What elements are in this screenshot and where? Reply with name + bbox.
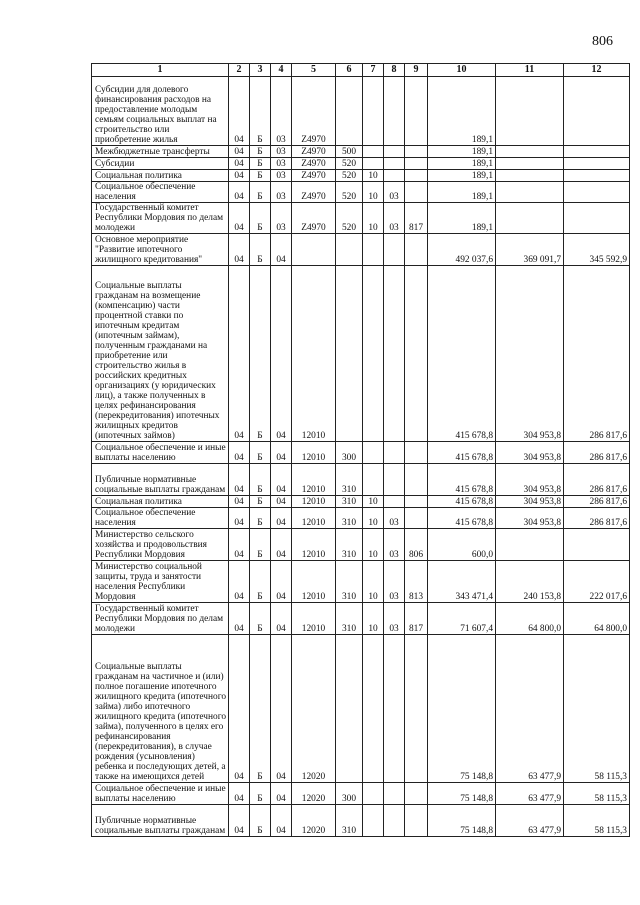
cell-description: Социальные выплаты гражданам на частичное и (или) полное погашение ипотечного жилищного кредита (ипотечного займа) либо ипотечного жилищного кредита (ипотечного займа), полученного в целях его рефинансирования (перекредитования), в случае рождения (усыновления) ребенка и последующих детей, а также на имеющихся детей <box>92 635 229 783</box>
cell-code-2: 04 <box>229 508 250 529</box>
cell-code-2: 04 <box>229 158 250 170</box>
cell-code-7 <box>363 158 384 170</box>
cell-code-7 <box>363 146 384 158</box>
cell-code-6 <box>336 77 363 146</box>
cell-amount-12: 64 800,0 <box>564 603 630 635</box>
cell-code-9 <box>405 508 428 529</box>
cell-amount-10: 343 471,4 <box>428 561 496 603</box>
cell-code-4: 03 <box>271 182 292 203</box>
cell-code-5: 12010 <box>292 266 336 442</box>
cell-amount-12 <box>564 529 630 561</box>
cell-description: Социальное обеспечение и иные выплаты населению <box>92 783 229 805</box>
cell-code-3: Б <box>250 158 271 170</box>
cell-code-2: 04 <box>229 234 250 266</box>
cell-amount-11 <box>496 203 564 234</box>
table-row <box>92 203 630 234</box>
cell-amount-12 <box>564 170 630 182</box>
cell-code-8 <box>384 266 405 442</box>
cell-code-4: 04 <box>271 266 292 442</box>
cell-code-9 <box>405 234 428 266</box>
cell-code-7: 10 <box>363 496 384 508</box>
cell-amount-10: 75 148,8 <box>428 783 496 805</box>
cell-code-3: Б <box>250 603 271 635</box>
cell-code-6: 520 <box>336 158 363 170</box>
cell-amount-11: 304 953,8 <box>496 508 564 529</box>
cell-code-4: 03 <box>271 77 292 146</box>
cell-amount-10: 600,0 <box>428 529 496 561</box>
cell-amount-11: 369 091,7 <box>496 234 564 266</box>
cell-description: Социальная политика <box>92 496 229 508</box>
cell-code-7 <box>363 783 384 805</box>
cell-code-7 <box>363 805 384 837</box>
cell-amount-11 <box>496 182 564 203</box>
header-cell: 10 <box>428 64 496 77</box>
cell-code-4: 04 <box>271 442 292 464</box>
cell-code-2: 04 <box>229 635 250 783</box>
cell-code-6: 310 <box>336 805 363 837</box>
cell-amount-12: 58 115,3 <box>564 635 630 783</box>
header-cell: 1 <box>92 64 229 77</box>
cell-code-3: Б <box>250 783 271 805</box>
cell-amount-10: 189,1 <box>428 170 496 182</box>
cell-code-5: 12020 <box>292 805 336 837</box>
cell-code-4: 04 <box>271 805 292 837</box>
cell-code-2: 04 <box>229 805 250 837</box>
cell-code-2: 04 <box>229 266 250 442</box>
cell-amount-10: 415 678,8 <box>428 464 496 496</box>
cell-code-5: 12020 <box>292 783 336 805</box>
cell-code-4: 03 <box>271 170 292 182</box>
cell-code-6 <box>336 266 363 442</box>
cell-code-5: Z4970 <box>292 170 336 182</box>
cell-amount-10: 189,1 <box>428 77 496 146</box>
cell-amount-12 <box>564 146 630 158</box>
cell-amount-10: 189,1 <box>428 203 496 234</box>
cell-code-2: 04 <box>229 182 250 203</box>
cell-code-8: 03 <box>384 561 405 603</box>
cell-code-2: 04 <box>229 496 250 508</box>
table-row <box>92 496 630 508</box>
cell-description: Социальное обеспечение населения <box>92 182 229 203</box>
cell-amount-12 <box>564 182 630 203</box>
table-row <box>92 603 630 635</box>
cell-code-6: 310 <box>336 508 363 529</box>
cell-code-2: 04 <box>229 442 250 464</box>
cell-amount-12: 286 817,6 <box>564 496 630 508</box>
cell-code-9 <box>405 464 428 496</box>
table-row <box>92 146 630 158</box>
table-row <box>92 442 630 464</box>
cell-code-7 <box>363 266 384 442</box>
cell-amount-10: 189,1 <box>428 158 496 170</box>
cell-code-4: 04 <box>271 783 292 805</box>
cell-code-6: 500 <box>336 146 363 158</box>
cell-amount-11: 63 477,9 <box>496 805 564 837</box>
cell-code-2: 04 <box>229 464 250 496</box>
header-cell: 5 <box>292 64 336 77</box>
cell-code-3: Б <box>250 182 271 203</box>
cell-code-9 <box>405 805 428 837</box>
cell-code-3: Б <box>250 529 271 561</box>
header-cell: 7 <box>363 64 384 77</box>
cell-description: Основное мероприятие "Развитие ипотечного жилищного кредитования" <box>92 234 229 266</box>
cell-description: Публичные нормативные социальные выплаты гражданам <box>92 805 229 837</box>
cell-code-3: Б <box>250 496 271 508</box>
cell-amount-10: 75 148,8 <box>428 805 496 837</box>
cell-amount-10: 189,1 <box>428 182 496 203</box>
cell-code-9: 817 <box>405 603 428 635</box>
cell-code-8 <box>384 635 405 783</box>
cell-code-8 <box>384 805 405 837</box>
cell-code-5: Z4970 <box>292 158 336 170</box>
header-cell: 9 <box>405 64 428 77</box>
cell-code-8: 03 <box>384 529 405 561</box>
cell-code-5: 12020 <box>292 635 336 783</box>
cell-code-9 <box>405 635 428 783</box>
table-row <box>92 464 630 496</box>
cell-code-7: 10 <box>363 603 384 635</box>
cell-amount-12 <box>564 77 630 146</box>
cell-amount-12: 286 817,6 <box>564 442 630 464</box>
cell-code-2: 04 <box>229 603 250 635</box>
cell-code-9: 813 <box>405 561 428 603</box>
table-row <box>92 635 630 783</box>
cell-code-7 <box>363 635 384 783</box>
cell-amount-11: 304 953,8 <box>496 496 564 508</box>
cell-amount-12 <box>564 203 630 234</box>
cell-code-4: 04 <box>271 234 292 266</box>
cell-code-8 <box>384 442 405 464</box>
cell-description: Социальная политика <box>92 170 229 182</box>
cell-amount-10: 75 148,8 <box>428 635 496 783</box>
cell-code-5: 12010 <box>292 561 336 603</box>
cell-description: Межбюджетные трансферты <box>92 146 229 158</box>
header-cell: 12 <box>564 64 630 77</box>
cell-amount-11: 63 477,9 <box>496 635 564 783</box>
cell-amount-10: 415 678,8 <box>428 496 496 508</box>
table-row <box>92 805 630 837</box>
cell-description: Государственный комитет Республики Мордовия по делам молодежи <box>92 203 229 234</box>
cell-code-5: Z4970 <box>292 182 336 203</box>
cell-amount-12: 286 817,6 <box>564 266 630 442</box>
cell-code-6: 300 <box>336 442 363 464</box>
cell-amount-12: 345 592,9 <box>564 234 630 266</box>
cell-code-5: Z4970 <box>292 77 336 146</box>
cell-code-7: 10 <box>363 529 384 561</box>
header-cell: 11 <box>496 64 564 77</box>
cell-code-4: 04 <box>271 635 292 783</box>
cell-amount-11 <box>496 158 564 170</box>
cell-code-6: 520 <box>336 203 363 234</box>
cell-amount-10: 415 678,8 <box>428 508 496 529</box>
cell-code-4: 04 <box>271 496 292 508</box>
table-row <box>92 77 630 146</box>
cell-code-4: 03 <box>271 158 292 170</box>
cell-code-2: 04 <box>229 561 250 603</box>
cell-code-4: 03 <box>271 146 292 158</box>
cell-amount-11 <box>496 146 564 158</box>
cell-code-7 <box>363 464 384 496</box>
cell-amount-10: 415 678,8 <box>428 442 496 464</box>
cell-code-6: 520 <box>336 182 363 203</box>
cell-amount-12 <box>564 158 630 170</box>
cell-code-7: 10 <box>363 508 384 529</box>
table-row <box>92 266 630 442</box>
cell-code-8 <box>384 464 405 496</box>
cell-amount-11: 240 153,8 <box>496 561 564 603</box>
cell-code-4: 03 <box>271 203 292 234</box>
cell-code-6: 310 <box>336 464 363 496</box>
cell-code-5: 12010 <box>292 529 336 561</box>
cell-code-2: 04 <box>229 203 250 234</box>
cell-code-8 <box>384 234 405 266</box>
cell-code-3: Б <box>250 203 271 234</box>
cell-description: Министерство сельского хозяйства и продовольствия Республики Мордовия <box>92 529 229 561</box>
table-row <box>92 234 630 266</box>
cell-description: Социальное обеспечение населения <box>92 508 229 529</box>
cell-code-2: 04 <box>229 77 250 146</box>
cell-code-3: Б <box>250 805 271 837</box>
cell-code-2: 04 <box>229 783 250 805</box>
header-cell: 3 <box>250 64 271 77</box>
cell-code-6: 300 <box>336 783 363 805</box>
header-row <box>92 64 630 77</box>
cell-code-3: Б <box>250 146 271 158</box>
cell-description: Субсидии для долевого финансирования расходов на предоставление молодым семьям социальных выплат на строительство или приобретение жилья <box>92 77 229 146</box>
cell-code-5: 12010 <box>292 442 336 464</box>
cell-code-7: 10 <box>363 182 384 203</box>
cell-code-8 <box>384 496 405 508</box>
cell-code-8 <box>384 158 405 170</box>
cell-code-8: 03 <box>384 603 405 635</box>
cell-code-8 <box>384 77 405 146</box>
cell-code-7: 10 <box>363 203 384 234</box>
cell-code-5: Z4970 <box>292 146 336 158</box>
cell-description: Публичные нормативные социальные выплаты гражданам <box>92 464 229 496</box>
header-cell: 4 <box>271 64 292 77</box>
cell-amount-12: 58 115,3 <box>564 805 630 837</box>
header-cell: 2 <box>229 64 250 77</box>
cell-amount-11: 63 477,9 <box>496 783 564 805</box>
cell-code-3: Б <box>250 234 271 266</box>
cell-code-3: Б <box>250 266 271 442</box>
cell-description: Социальное обеспечение и иные выплаты населению <box>92 442 229 464</box>
cell-amount-12: 58 115,3 <box>564 783 630 805</box>
cell-amount-12: 286 817,6 <box>564 464 630 496</box>
table-row <box>92 158 630 170</box>
header-cell: 8 <box>384 64 405 77</box>
cell-amount-11 <box>496 77 564 146</box>
cell-code-6: 310 <box>336 603 363 635</box>
cell-code-3: Б <box>250 561 271 603</box>
cell-amount-10: 189,1 <box>428 146 496 158</box>
cell-amount-12: 222 017,6 <box>564 561 630 603</box>
cell-code-7 <box>363 77 384 146</box>
header-cell: 6 <box>336 64 363 77</box>
cell-description: Социальные выплаты гражданам на возмещение (компенсацию) части процентной ставки по ипотечным кредитам (ипотечным займам), полученным гражданами на приобретение или строительство жилья в российских кредитных организациях (у юридических лиц), а также полученных в целях рефинансирования (перекредитования) ипотечных жилищных кредитов (ипотечных займов) <box>92 266 229 442</box>
cell-code-3: Б <box>250 77 271 146</box>
table-body <box>92 77 630 837</box>
cell-code-9 <box>405 77 428 146</box>
cell-code-9 <box>405 496 428 508</box>
cell-code-8: 03 <box>384 182 405 203</box>
cell-code-5 <box>292 234 336 266</box>
cell-code-5: 12010 <box>292 508 336 529</box>
cell-code-6: 520 <box>336 170 363 182</box>
table-row <box>92 783 630 805</box>
cell-code-4: 04 <box>271 603 292 635</box>
budget-table <box>91 63 630 837</box>
cell-code-3: Б <box>250 635 271 783</box>
cell-code-7 <box>363 234 384 266</box>
cell-code-8 <box>384 170 405 182</box>
cell-code-6: 310 <box>336 561 363 603</box>
cell-description: Субсидии <box>92 158 229 170</box>
cell-code-6 <box>336 635 363 783</box>
cell-code-5: 12010 <box>292 496 336 508</box>
cell-code-5: Z4970 <box>292 203 336 234</box>
cell-code-4: 04 <box>271 529 292 561</box>
cell-description: Государственный комитет Республики Мордовия по делам молодежи <box>92 603 229 635</box>
cell-amount-10: 71 607,4 <box>428 603 496 635</box>
cell-code-9 <box>405 170 428 182</box>
table-row <box>92 508 630 529</box>
cell-code-6 <box>336 234 363 266</box>
cell-code-3: Б <box>250 508 271 529</box>
cell-code-9 <box>405 442 428 464</box>
cell-code-2: 04 <box>229 146 250 158</box>
cell-code-7 <box>363 442 384 464</box>
cell-code-3: Б <box>250 442 271 464</box>
cell-code-9: 806 <box>405 529 428 561</box>
cell-code-9 <box>405 783 428 805</box>
cell-code-4: 04 <box>271 508 292 529</box>
cell-amount-11: 64 800,0 <box>496 603 564 635</box>
cell-code-6: 310 <box>336 529 363 561</box>
cell-code-9 <box>405 266 428 442</box>
cell-code-9 <box>405 158 428 170</box>
cell-code-8 <box>384 146 405 158</box>
cell-amount-11: 304 953,8 <box>496 464 564 496</box>
cell-amount-11: 304 953,8 <box>496 266 564 442</box>
cell-amount-11 <box>496 529 564 561</box>
table-row <box>92 170 630 182</box>
cell-amount-10: 415 678,8 <box>428 266 496 442</box>
page-number: 806 <box>592 34 613 49</box>
cell-code-7: 10 <box>363 561 384 603</box>
cell-amount-11 <box>496 170 564 182</box>
table-row <box>92 529 630 561</box>
cell-code-2: 04 <box>229 170 250 182</box>
table-row <box>92 561 630 603</box>
cell-code-9 <box>405 182 428 203</box>
cell-amount-10: 492 037,6 <box>428 234 496 266</box>
cell-description: Министерство социальной защиты, труда и занятости населения Республики Мордовия <box>92 561 229 603</box>
cell-code-9 <box>405 146 428 158</box>
cell-code-3: Б <box>250 170 271 182</box>
cell-amount-11: 304 953,8 <box>496 442 564 464</box>
cell-code-5: 12010 <box>292 464 336 496</box>
cell-code-8: 03 <box>384 203 405 234</box>
cell-code-8: 03 <box>384 508 405 529</box>
cell-code-2: 04 <box>229 529 250 561</box>
cell-code-6: 310 <box>336 496 363 508</box>
cell-code-3: Б <box>250 464 271 496</box>
cell-code-5: 12010 <box>292 603 336 635</box>
table-row <box>92 182 630 203</box>
cell-code-8 <box>384 783 405 805</box>
cell-code-4: 04 <box>271 464 292 496</box>
cell-code-4: 04 <box>271 561 292 603</box>
cell-amount-12: 286 817,6 <box>564 508 630 529</box>
cell-code-7: 10 <box>363 170 384 182</box>
cell-code-9: 817 <box>405 203 428 234</box>
